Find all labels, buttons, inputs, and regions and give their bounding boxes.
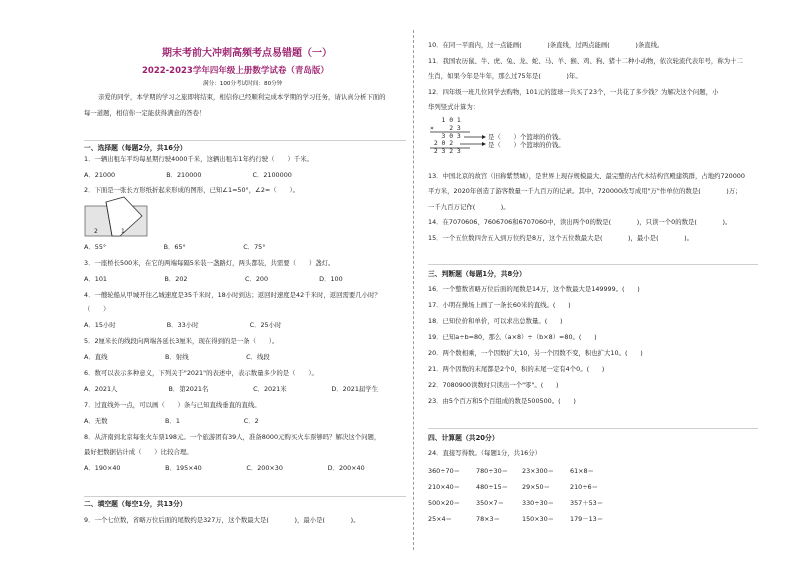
vertical-multiplication: 1 0 1 × 2 3 3 0 3 2 0 2 2 3 2 3 [430,116,461,156]
section-heading-judge: 三、判断题（每题1分，共8分） [428,270,526,278]
question-4: 4．一艘轮船从甲城开往乙城速度是35千米时，18小时到达；返回时速度是42千米时，返回需要几小时？ [84,291,381,299]
question-11: 11．我国农历鼠、牛、虎、兔、龙、蛇、马、羊、猴、鸡、狗、猪十二种小动物，依次轮流代表年号，称为十二 [428,57,743,65]
calc-item: 500×20＝ [428,499,461,507]
question-13-line-3: 一千九百万记作( )。 [428,203,510,211]
score-line: 满分：100分考试时间：80分钟 [203,81,283,87]
calc-item: 150×30＝ [522,515,555,523]
calc-item: 360÷70＝ [428,467,461,475]
question-8-options: A．190×40 B．195×40 C．200×30 D．200×40 [84,464,365,472]
section-heading-choice: 一、选择题（每题2分，共16分） [84,144,187,152]
calc-item: 357＋53＝ [570,499,604,507]
calc-item: 210÷6＝ [570,483,599,491]
question-4-paren: （ ） [84,305,110,313]
question-2-options: A．55° B．65° C．75° [84,243,266,251]
question-24: 24．直接写得数。（每题1分，共16分） [428,449,541,457]
question-8: 8．从济南到北京每张火车票198元。一个旅游团有39人，准备8000元购买火车票够吗？解决这个问题， [84,433,381,441]
question-3-options: A．101 B．202 C．200 D．100 [84,275,343,283]
question-15: 15．一个五位数四舍五入到万位约是8万，这个五位数最大是( )，最小是( )。 [428,234,694,242]
question-8-line-2: 最好把数据估计成（ ）比较合理。 [84,448,193,456]
section-rule [428,428,758,429]
question-23: 23．由5个百万和5个百组成的数是500500。( ) [428,397,576,405]
question-11-line-2: 生肖，如果今年是牛年，那么过75年是( )年。 [428,72,582,80]
question-18: 18．已知位价和单价，可以求出总数量。( ) [428,317,563,325]
question-5-options: A．直线 B．射线 C．线段 [84,353,270,361]
folded-paper-figure [84,196,154,238]
question-5: 5．2厘米长的线段向两端各延长3厘米，现在得到的是一条（ ）。 [84,337,279,345]
calc-item: 23×300＝ [522,467,555,475]
question-1: 1．一辆出租车平均每星期行驶4000千米，这辆出租车1年约行驶（ ）千米。 [84,155,313,163]
calc-item: 25×4＝ [428,515,452,523]
question-16: 16．一个整数省略万位后面的尾数是14万，这个数最大是149999。( ) [428,285,640,293]
question-6-options: A．2021人 B．第2021名 C．2021米 D．2021届学生 [84,385,379,393]
calc-item: 480÷15＝ [476,483,509,491]
question-21: 21．两个因数的末尾都是2个0，积的末尾一定有4个0。( ) [428,365,605,373]
question-7-options: A．无数 B．1 C．2 [84,417,259,425]
calc-item: 330÷30＝ [522,499,555,507]
question-1-options: A．21000 B．210000 C．2100000 [84,171,292,179]
question-10: 10．在同一平面内，过一点能画( )条直线，过两点能画( )条直线。 [428,41,664,49]
question-12-line-2: 华列竖式计算为： [428,103,480,111]
question-4-options: A．15小时 B．33小时 C．25小时 [84,321,282,329]
vertical-calc-rules [430,131,490,163]
section-rule [84,140,406,141]
question-13-line-2: 平方米，2020年创造了游客数量一千九百万的记录。其中，720000改写成用"万"作单位的数是( )万； [428,187,742,195]
question-6: 6．数可以表示多种意义，下列关于"2021"的表述中，表示数量多少的是（ ）。 [84,369,318,377]
question-19: 19．已知a÷b=80，那么（a×8）÷（b×8）=80。( ) [428,333,597,341]
intro-line-2: 每一道题，相信你一定能获得满意的答卷！ [84,109,206,117]
calc-item: 780÷30＝ [476,467,509,475]
arrow-note-1: 是（ ）个篮球的价钱。 [488,133,565,141]
page-title: 期末考前大冲刺高频考点易错题（一） [162,48,332,59]
question-9: 9．一个七位数，省略万位后面的尾数约是327万，这个数最大是( )，最小是( )。 [84,516,360,524]
question-13: 13．中国北京的故宫（旧称紫禁城），是世界上现存规模最大、最完整的古代木结构宫殿建筑群，占地约720000 [428,172,745,180]
question-14: 14．在7070606、7606706和6707060中，读出两个0的数是( )，只读一个0的数是( )。 [428,218,732,226]
section-rule [84,496,406,497]
section-heading-calc: 四、计算题（共20分） [428,434,499,442]
calc-item: 78×3＝ [476,515,500,523]
calc-item: 210×40＝ [428,483,461,491]
question-12: 12．四年级一班几位同学去购物，101元的篮球一共买了23个，一共花了多少钱？为解决这个问题，小 [428,88,719,96]
section-rule [428,264,758,265]
arrow-note-2: 是（ ）个篮球的价钱。 [488,141,565,149]
question-17: 17．小明在操场上画了一条长60米的直线。( ) [428,301,571,309]
question-7: 7．过直线外一点，可以画（ ）条与已知直线垂直的直线。 [84,401,261,409]
question-2: 2．下面是一张长方形纸折起来形成的图形，已知∠1=50°，∠2=（ ）。 [84,186,300,194]
calc-item: 350×7＝ [476,499,505,507]
angle-label-2: 2 [94,228,98,235]
question-20: 20．两个数相乘，一个因数扩大10，另一个因数不变，积也扩大10。( ) [428,349,643,357]
section-heading-fill: 二、填空题（每空1分，共13分） [84,500,187,508]
calc-item: 179－13＝ [570,515,604,523]
calc-item: 61×8＝ [570,467,594,475]
calc-item: 29×50＝ [522,483,551,491]
page-subtitle: 2022-2023学年四年级上册数学试卷（青岛版） [142,66,329,76]
angle-label-1: 1 [121,228,125,235]
column-divider [413,30,414,550]
intro-line-1: 亲爱的同学，本学期的学习之旅即将结束，相信你已经顺利完成本学期的学习任务，请认真分析下面的 [98,93,386,101]
question-22: 22．7080900读数时只读出一个"零"。( ) [428,381,559,389]
question-3: 3．一座桥长500米，在它的两端每隔5米装一盏路灯，两头都装，共需要（ ）盏灯。 [84,259,335,267]
